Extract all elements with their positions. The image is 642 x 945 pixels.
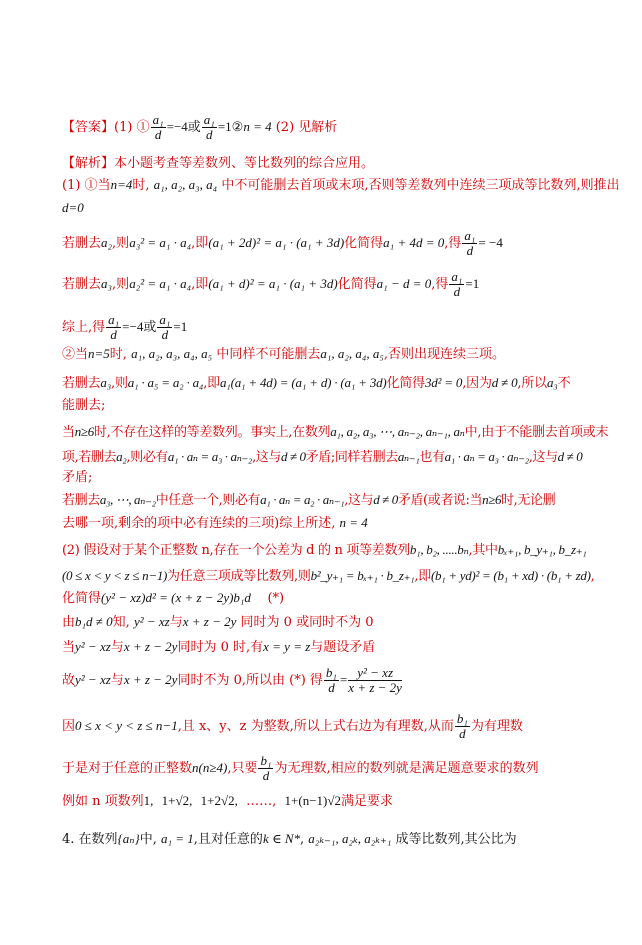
both-zero-line: 当y² − xz与x + z − 2y同时为 0 时,有x = y = z与题设矛盾 bbox=[62, 639, 376, 655]
fraction: $\frac{\text{a₁}}{d}$ bbox=[203, 112, 215, 142]
example-line: 例如 n 项数列1, 1+√2, 1+2√2, ……, 1+(n−1)√2满足要求 bbox=[62, 793, 394, 809]
delete-a3-n5-line: 若删去a₃,则a₁ · a₅ = a₂ · a₄,即a₁(a₁ + 4d) = (a₁ + d) · (a₁ + 3d)化简得3d² = 0,因为d ≠ 0,所以a₃不 bbox=[62, 375, 571, 391]
geometric-line: (0 ≤ x < y < z ≤ n−1)为任意三项成等比数列,则b²_y₊₁ = bₓ₊₁ · b_z₊₁,即(b₁ + yd)² = (b₁ + xd) · (b₁ + zd), bbox=[62, 568, 595, 584]
delete-a3-line: 若删去a₃,则a₂² = a₁ · a₄,即(a₁ + d)² = a₁ · (a₁ + 3d)化简得a₁ − d = 0,得 $\frac{\text{a₁}}{d}$ =1 bbox=[62, 269, 480, 299]
analysis-heading: 【解析】本小题考查等差数列、等比数列的综合应用。 bbox=[62, 156, 375, 171]
answer-label: 【答案】 bbox=[62, 120, 115, 135]
ratio-line: 故y² − xz与x + z − 2y同时不为 0,所以由 (*) 得 $\frac{\text{b₁}}{d}$ = $\frac{\text{y² − xz}}{x + z - 2y}$ bbox=[62, 665, 402, 695]
d-zero-line: d=0 bbox=[62, 200, 84, 215]
nonzero-line: 由b₁d ≠ 0知, y² − xz与x + z − 2y 同时为 0 或同时不为 0 bbox=[62, 614, 374, 630]
summary-line: 综上,得 $\frac{\text{a₁}}{d}$ =−4或 $\frac{\text{a₁}}{d}$ =1 bbox=[62, 312, 188, 342]
cannot-delete-line: 能删去; bbox=[62, 398, 106, 413]
question-4: 4. 在数列{aₙ}中, a₁ = 1,且对任意的k ∈ N*, a₂ₖ₋₁, a₂ₖ, a₂ₖ₊₁ 成等比数列,其公比为 bbox=[62, 831, 517, 847]
contradiction-end: 矛盾; bbox=[62, 470, 93, 485]
case-n6-line: 当n≥6时,不存在这样的等差数列。事实上,在数列a₁, a₂, a₃, ⋯, aₙ₋₂, aₙ₋₁, aₙ中,由于不能删去首项或末 bbox=[62, 424, 609, 440]
simplify-line: 化简得(y² − xz)d² = (x + z − 2y)b₁d (*) bbox=[62, 590, 285, 606]
answer-line: 【答案】(1) ① $\frac{\text{a₁}}{d}$ =−4或 $\frac{\text{a₁}}{d}$ =1②n = 4 (2) 见解析 bbox=[62, 112, 338, 142]
delete-middle-line: 若删去a₃, ⋯, aₙ₋₂中任意一个,则必有a₁ · aₙ = a₂ · aₙ₋₁,这与d ≠ 0矛盾(或者说:当n≥6时,无论删 bbox=[62, 492, 556, 508]
conclusion-line: 去哪一项,剩余的项中必有连续的三项)综上所述, n = 4 bbox=[62, 515, 368, 531]
rational-line: 因0 ≤ x < y < z ≤ n−1,且 x、y、z 为整数,所以上式右边为有理数,从而 $\frac{\text{b₁}}{d}$ 为有理数 bbox=[62, 711, 523, 741]
contradiction-line: 项,若删去a₂,则必有a₁ · aₙ = a₃ · aₙ₋₂,这与d ≠ 0矛盾;同样若删去aₙ₋₁也有a₁ · aₙ = a₃ · aₙ₋₂,这与d ≠ 0 bbox=[62, 449, 583, 465]
fraction: $\frac{\text{a₁}}{d}$ bbox=[152, 112, 164, 142]
delete-a2-line: 若删去a₂,则a₃² = a₁ · a₄,即(a₁ + 2d)² = a₁ · (a₁ + 3d)化简得a₁ + 4d = 0,得 $\frac{\text{a₁}}{d}$ = −4 bbox=[62, 228, 503, 258]
case-n4-line: (1) ①当n=4时, a₁, a₂, a₃, a₄ 中不可能删去首项或末项,否则等差数列中连续三项成等比数列,则推出 bbox=[62, 177, 620, 193]
part2-assume-line: (2) 假设对于某个正整数 n,存在一个公差为 d 的 n 项等差数列b₁, b₂, .....bₙ,其中bₓ₊₁, b_y₊₁, b_z₊₁ bbox=[62, 542, 587, 558]
case-n5-line: ②当n=5时, a₁, a₂, a₃, a₄, a₅ 中同样不可能删去a₁, a₂, a₄, a₅,否则出现连续三项。 bbox=[62, 346, 506, 362]
irrational-line: 于是对于任意的正整数n(n≥4),只要 $\frac{\text{b₁}}{d}$ 为无理数,相应的数列就是满足题意要求的数列 bbox=[62, 753, 539, 783]
